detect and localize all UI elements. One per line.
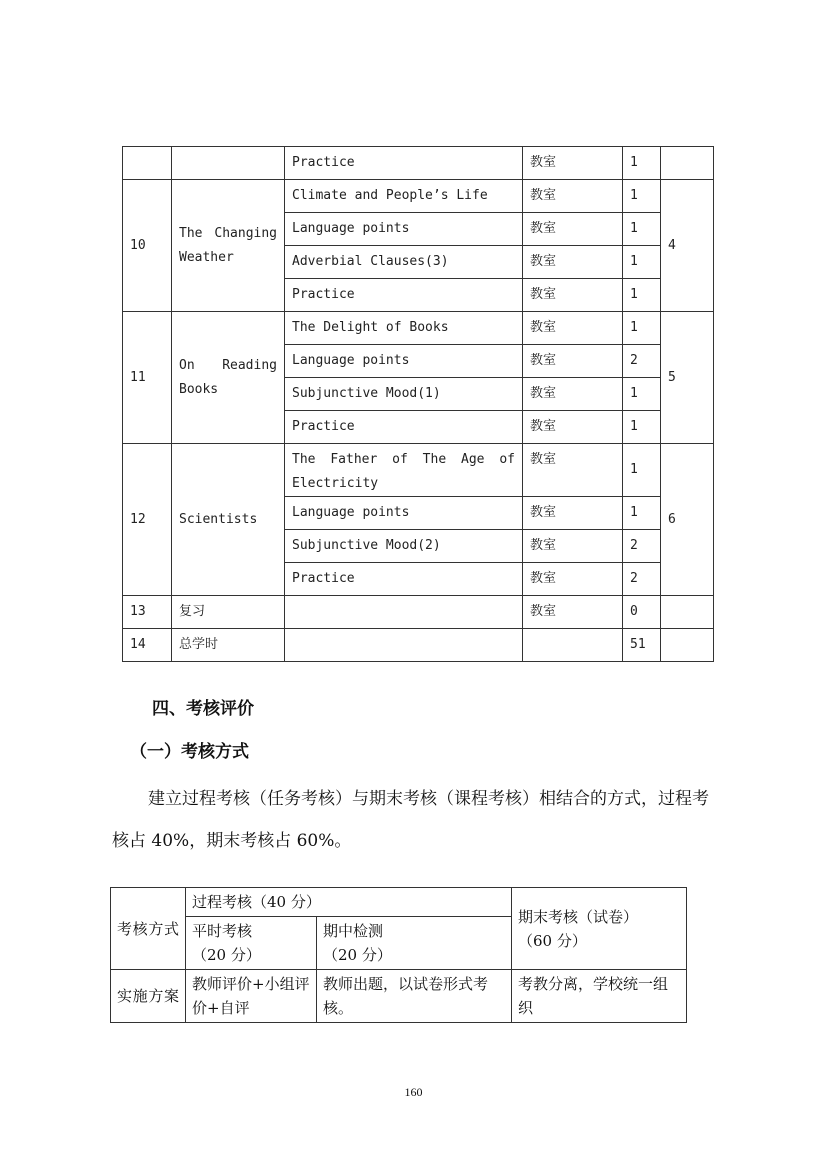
unit-title: 复习 <box>172 596 285 629</box>
lesson-hours: 1 <box>623 312 661 345</box>
lesson-topic: Practice <box>285 563 523 596</box>
schedule-row <box>123 444 714 497</box>
lesson-hours: 1 <box>623 279 661 312</box>
course-schedule-table <box>122 146 714 662</box>
implementation-plan-label: 实施方案 <box>111 970 186 1023</box>
lesson-topic: Language points <box>285 345 523 378</box>
lesson-hours: 2 <box>623 530 661 563</box>
lesson-hours: 1 <box>623 497 661 530</box>
unit-title <box>172 147 285 180</box>
lesson-topic: Subjunctive Mood(2) <box>285 530 523 563</box>
unit-total-hours: 5 <box>661 312 714 444</box>
unit-total-hours: 6 <box>661 444 714 596</box>
lesson-topic: Language points <box>285 497 523 530</box>
assessment-method-label: 考核方式 <box>111 888 186 970</box>
lesson-topic: Practice <box>285 411 523 444</box>
lesson-venue: 教室 <box>523 213 623 246</box>
regular-assessment-score: （20 分） <box>192 946 261 964</box>
page-number: 160 <box>404 1085 423 1099</box>
lesson-hours: 1 <box>623 180 661 213</box>
lesson-hours: 1 <box>623 378 661 411</box>
lesson-hours: 1 <box>623 213 661 246</box>
regular-assessment-plan: 教师评价+小组评价+自评 <box>186 970 317 1023</box>
lesson-hours: 2 <box>623 563 661 596</box>
lesson-venue: 教室 <box>523 411 623 444</box>
schedule-row <box>123 147 714 180</box>
final-assessment-plan: 考教分离，学校统一组织 <box>512 970 687 1023</box>
lesson-venue: 教室 <box>523 378 623 411</box>
unit-title: On Reading Books <box>172 312 285 444</box>
lesson-topic <box>285 596 523 629</box>
schedule-row <box>123 629 714 662</box>
lesson-venue <box>523 629 623 662</box>
unit-number: 13 <box>123 596 172 629</box>
lesson-venue: 教室 <box>523 530 623 563</box>
unit-title: 总学时 <box>172 629 285 662</box>
lesson-topic: The Father of The Age of Electricity <box>285 444 523 497</box>
schedule-row <box>123 312 714 345</box>
lesson-venue: 教室 <box>523 180 623 213</box>
lesson-topic: Subjunctive Mood(1) <box>285 378 523 411</box>
section-heading: 四、考核评价 <box>152 699 254 719</box>
subsection-heading: （一）考核方式 <box>130 742 249 762</box>
lesson-topic: Climate and People’s Life <box>285 180 523 213</box>
final-assessment-header <box>512 888 687 970</box>
unit-number: 10 <box>123 180 172 312</box>
unit-title: Scientists <box>172 444 285 596</box>
unit-total-hours <box>661 147 714 180</box>
lesson-topic <box>285 629 523 662</box>
final-assessment-score: （60 分） <box>518 931 587 950</box>
schedule-row <box>123 596 714 629</box>
lesson-hours: 1 <box>623 147 661 180</box>
unit-number: 12 <box>123 444 172 596</box>
lesson-venue: 教室 <box>523 596 623 629</box>
lesson-venue: 教室 <box>523 563 623 596</box>
lesson-venue: 教室 <box>523 345 623 378</box>
unit-number: 11 <box>123 312 172 444</box>
midterm-assessment-cell <box>317 917 512 970</box>
lesson-venue: 教室 <box>523 444 623 497</box>
lesson-topic: Practice <box>285 147 523 180</box>
lesson-hours: 0 <box>623 596 661 629</box>
lesson-venue: 教室 <box>523 497 623 530</box>
lesson-hours: 1 <box>623 246 661 279</box>
lesson-hours: 51 <box>623 629 661 662</box>
lesson-venue: 教室 <box>523 279 623 312</box>
unit-title: The Changing Weather <box>172 180 285 312</box>
lesson-hours: 1 <box>623 444 661 497</box>
lesson-venue: 教室 <box>523 246 623 279</box>
lesson-hours: 2 <box>623 345 661 378</box>
midterm-assessment-plan: 教师出题，以试卷形式考核。 <box>317 970 512 1023</box>
midterm-assessment-score: （20 分） <box>323 946 392 964</box>
unit-total-hours: 4 <box>661 180 714 312</box>
lesson-topic: Practice <box>285 279 523 312</box>
lesson-venue: 教室 <box>523 312 623 345</box>
unit-total-hours <box>661 629 714 662</box>
lesson-topic: Language points <box>285 213 523 246</box>
midterm-assessment-title: 期中检测 <box>323 922 384 940</box>
unit-number <box>123 147 172 180</box>
assessment-description: 建立过程考核（任务考核）与期末考核（课程考核）相结合的方式，过程考核占 40%，期末考核占 60%。 <box>112 789 709 851</box>
lesson-venue: 教室 <box>523 147 623 180</box>
lesson-topic: Adverbial Clauses(3) <box>285 246 523 279</box>
process-assessment-header: 过程考核（40 分） <box>186 888 512 917</box>
regular-assessment-cell <box>186 917 317 970</box>
regular-assessment-title: 平时考核 <box>192 922 253 940</box>
unit-number: 14 <box>123 629 172 662</box>
lesson-topic: The Delight of Books <box>285 312 523 345</box>
final-assessment-title: 期末考核（试卷） <box>518 907 639 926</box>
assessment-table <box>110 887 687 1023</box>
lesson-hours: 1 <box>623 411 661 444</box>
schedule-row <box>123 180 714 213</box>
unit-total-hours <box>661 596 714 629</box>
